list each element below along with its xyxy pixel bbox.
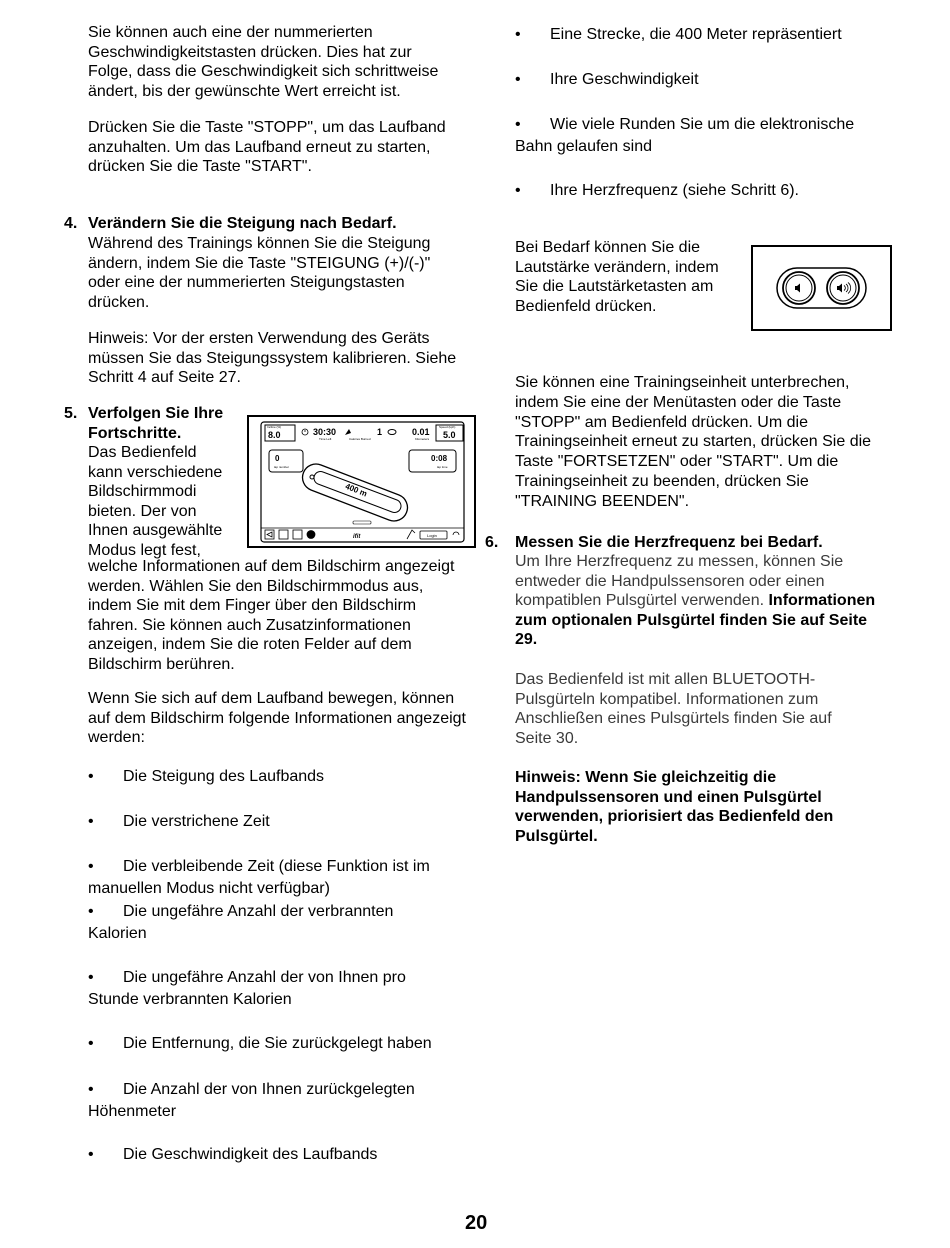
calories-icon [345, 429, 351, 435]
step-4-number: 4. [64, 215, 78, 232]
list-item: • Die Geschwindigkeit des Laufbands [88, 1146, 378, 1163]
time-value: 30:30 [313, 427, 337, 437]
console-screen-figure [247, 415, 476, 548]
laps-value: 1 [377, 427, 383, 437]
speed-value: 5.0 [443, 430, 456, 440]
calories-caption: Calories Burned [349, 437, 371, 441]
list-item: • Ihre Geschwindigkeit [515, 71, 699, 88]
step-5-number: 5. [64, 405, 78, 422]
console-screen-drawing [249, 417, 474, 546]
list-item: • Die ungefähre Anzahl der von Ihnen pro Stunde verbrannten Kalorien [88, 969, 406, 1008]
page-number: 20 [465, 1212, 488, 1234]
volume-up-icon [827, 272, 859, 304]
step-5-paragraph-2: Wenn Sie sich auf dem Laufband bewegen, können auf dem Bildschirm folgende Informationen angezeigt werden: [88, 690, 466, 746]
volume-buttons-figure [751, 245, 892, 331]
step-4-heading: Verändern Sie die Steigung nach Bedarf. [88, 215, 397, 232]
step-6-number: 6. [485, 534, 499, 551]
incline-value: 8.0 [268, 430, 281, 440]
console-nav-icons [265, 530, 315, 539]
incline-caption: Incline (%) [267, 425, 282, 429]
step-4-note: Hinweis: Vor der ersten Verwendung des Geräts müssen Sie das Steigungssystem kalibrieren. Siehe Schritt 4 auf Seite 27. [88, 330, 457, 386]
clock-icon [302, 429, 308, 435]
distance-icon [388, 430, 396, 435]
lap-time-caption: lap time [437, 465, 448, 469]
lap-time-value: 0:08 [431, 454, 448, 463]
step-5-body-rest: welche Informationen auf dem Bildschirm angezeigt werden. Wählen Sie den Bildschirmmodus aus, indem Sie mit dem Finger über den Bildschirm fahren. Sie können auch Zusatzinformationen anzeigen, indem Sie die roten Felder auf dem Bildschirm berühren. [88, 558, 455, 673]
list-item: • Eine Strecke, die 400 Meter repräsentiert [515, 26, 842, 43]
lap-number-value: 0 [275, 454, 280, 463]
login-label: Login [427, 533, 437, 538]
user-icon [407, 530, 415, 539]
wifi-icon [453, 532, 459, 535]
pause-paragraph: Sie können eine Trainingseinheit unterbrechen, indem Sie eine der Menütasten oder die Taste "STOPP" am Bedienfeld drücken. Um die Trainingseinheit erneut zu starten, drücken Sie die Taste "FORTSETZEN" oder "START". Um die Trainingseinheit zu beenden, drücken Sie "TRAINING BEENDEN". [515, 374, 872, 510]
step-5-body-narrow: Das Bedienfeld kann verschiedene Bildschirmmodi bieten. Der von Ihnen ausgewählte Modus legt fest, [88, 444, 223, 559]
list-item: • Die Entfernung, die Sie zurückgelegt haben [88, 1035, 432, 1052]
list-item: • Die ungefähre Anzahl der verbrannten Kalorien [88, 903, 394, 942]
volume-buttons-drawing [753, 247, 890, 329]
step-6-note: Hinweis: Wenn Sie gleichzeitig die Handpulssensoren und einen Pulsgürtel verwenden, priorisiert das Bedienfeld den Pulsgürtel. [515, 769, 834, 845]
list-item: • Die Anzahl der von Ihnen zurückgelegten Höhenmeter [88, 1081, 415, 1120]
step-6-body: Um Ihre Herzfrequenz zu messen, können Sie entweder die Handpulssensoren oder einen kompatiblen Pulsgürtel verwenden. Informationen zum optionalen Pulsgürtel finden Sie auf Seite 29. [515, 553, 876, 648]
step-6-paragraph-2: Das Bedienfeld ist mit allen BLUETOOTH-Pulsgürteln kompatibel. Informationen zum Anschließen eines Pulsgürtels finden Sie auf Seite 30. [515, 671, 832, 747]
list-item: • Wie viele Runden Sie um die elektronische Bahn gelaufen sind [515, 116, 855, 155]
step-4-body: Während des Trainings können Sie die Steigung ändern, indem Sie die Taste "STEIGUNG (+)/(-)" oder eine der nummerierten Steigungstasten drücken. [88, 235, 431, 311]
volume-down-icon [783, 272, 815, 304]
list-item: • Ihre Herzfrequenz (siehe Schritt 6). [515, 182, 799, 199]
volume-paragraph: Bei Bedarf können Sie die Lautstärke verändern, indem Sie die Lautstärketasten am Bedienfeld drücken. [515, 239, 719, 315]
step-5-heading: Verfolgen Sie Ihre Fortschritte. [88, 405, 224, 442]
speed-caption: Speed (kph) [439, 425, 456, 429]
track-label: 400 m [343, 481, 369, 499]
distance-caption: Kilometers [415, 437, 430, 441]
list-item: • Die Steigung des Laufbands [88, 768, 325, 785]
intro-paragraph-2: Drücken Sie die Taste "STOPP", um das Laufband anzuhalten. Um das Laufband erneut zu starten, drücken Sie die Taste "START". [88, 119, 446, 175]
list-item: • Die verbleibende Zeit (diese Funktion ist im manuellen Modus nicht verfügbar) [88, 858, 430, 897]
step-6-heading: Messen Sie die Herzfrequenz bei Bedarf. [515, 534, 823, 551]
brand-logo: ifit [353, 534, 361, 540]
page-indicator [353, 521, 371, 524]
distance-value: 0.01 [412, 427, 430, 437]
intro-paragraph-1: Sie können auch eine der nummerierten Geschwindigkeitstasten drücken. Dies hat zur Folge, dass die Geschwindigkeit sich schrittweise ändert, bis der gewünschte Wert erreicht ist. [88, 24, 439, 100]
time-caption: Time Left [319, 437, 332, 441]
list-item: • Die verstrichene Zeit [88, 813, 270, 830]
lap-number-caption: lap number [274, 465, 290, 469]
